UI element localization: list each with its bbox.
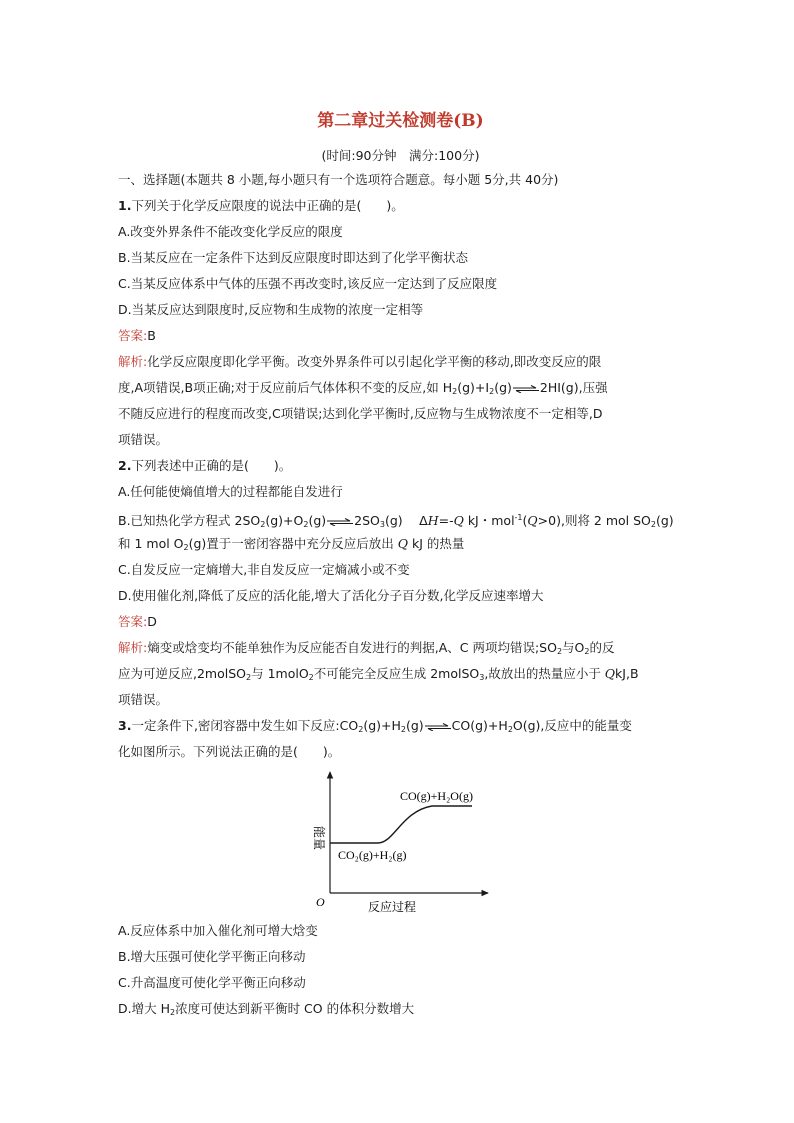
reversible-arrow-icon <box>512 385 540 393</box>
q1-option-c: C.当某反应体系中气体的压强不再改变时,该反应一定达到了反应限度 <box>118 276 498 291</box>
q1-option-a: A.改变外界条件不能改变化学反应的限度 <box>118 224 343 239</box>
q3-option-d: D.增大 $H_2$浓度可使达到新平衡时 CO 的体积分数增大 <box>118 1001 415 1017</box>
energy-curve <box>330 806 472 843</box>
q1-answer: 答案:B <box>118 328 156 343</box>
reactant-label: CO₂(g)+H₂(g) <box>338 848 407 862</box>
q3-stem-line-2: 化如图所示。下列说法正确的是( )。 <box>118 744 341 759</box>
q2-analysis-line-3: 项错误。 <box>118 692 169 707</box>
reversible-arrow-icon <box>424 723 452 731</box>
q1-option-d: D.当某反应达到限度时,反应物和生成物的浓度一定相等 <box>118 302 424 317</box>
q1-option-b: B.当某反应在一定条件下达到反应限度时即达到了化学平衡状态 <box>118 250 469 265</box>
q2-answer: 答案:D <box>118 614 157 629</box>
q2-option-d: D.使用催化剂,降低了反应的活化能,增大了活化分子百分数,化学反应速率增大 <box>118 588 544 603</box>
q2-analysis-line-2: 应为可逆反应,2molSO$_2$与 1molO$_2$不可能完全反应生成 2molSO$_3$,故放出的热量应小于 QkJ,B <box>118 666 639 682</box>
q1-analysis-line-1: 解析:化学反应限度即化学平衡。改变外界条件可以引起化学平衡的移动,即改变反应的限 <box>118 354 602 369</box>
q1-analysis-line-4: 项错误。 <box>118 432 169 447</box>
q2-option-b-line-2: 和 1 mol $O_2(g)$置于一密闭容器中充分反应后放出 Q kJ 的热量 <box>118 536 465 552</box>
q2-option-a: A.任何能使熵值增大的过程都能自发进行 <box>118 484 343 499</box>
exam-time-info: (时间:90分钟 满分:100分) <box>321 148 480 163</box>
q2-stem: 2.下列表述中正确的是( )。 <box>118 458 292 473</box>
q1-analysis-line-3: 不随反应进行的程度而改变,C项错误;达到化学平衡时,反应物与生成物浓度不一定相等,D <box>118 406 603 421</box>
q3-option-c: C.升高温度可使化学平衡正向移动 <box>118 975 306 990</box>
q3-option-a: A.反应体系中加入催化剂可增大焓变 <box>118 923 318 938</box>
q2-option-b-line-1: B.已知热化学方程式 $2SO_2(g)+O_2(g)$ $2SO_3(g)$ ΔH=-Q kJ・mol$^{-1}$(Q>0),则将 2 mol $SO_2(g)$ <box>118 513 674 530</box>
reversible-arrow-icon <box>326 518 354 526</box>
y-axis-label: 能量 <box>312 825 326 851</box>
q1-analysis-line-2: 度,A项错误,B项正确;对于反应前后气体体积不变的反应,如 $H_2(g)+I_2(g)$ 2HI(g),压强 <box>118 380 608 396</box>
energy-diagram <box>302 766 612 920</box>
q3-option-b: B.增大压强可使化学平衡正向移动 <box>118 949 306 964</box>
q3-stem-line-1: 3.一定条件下,密闭容器中发生如下反应$:CO_2(g)+H_2(g)$ $CO(g)+H_2O(g)$,反应中的能量变 <box>118 718 632 734</box>
section-heading: 一、选择题(本题共 8 小题,每小题只有一个选项符合题意。每小题 5分,共 40分) <box>118 172 559 187</box>
q2-analysis-line-1: 解析:熵变或焓变均不能单独作为反应能否自发进行的判据,A、C 两项均错误$;SO_2$与$O_2$的反 <box>118 640 615 656</box>
product-label: CO(g)+H₂O(g) <box>400 789 473 803</box>
origin-label: O <box>316 895 325 909</box>
page-title: 第二章过关检测卷(B) <box>317 111 484 131</box>
x-axis-label: 反应过程 <box>367 900 417 914</box>
q1-stem: 1.下列关于化学反应限度的说法中正确的是( )。 <box>118 198 404 213</box>
q2-option-c: C.自发反应一定熵增大,非自发反应一定熵减小或不变 <box>118 562 410 577</box>
